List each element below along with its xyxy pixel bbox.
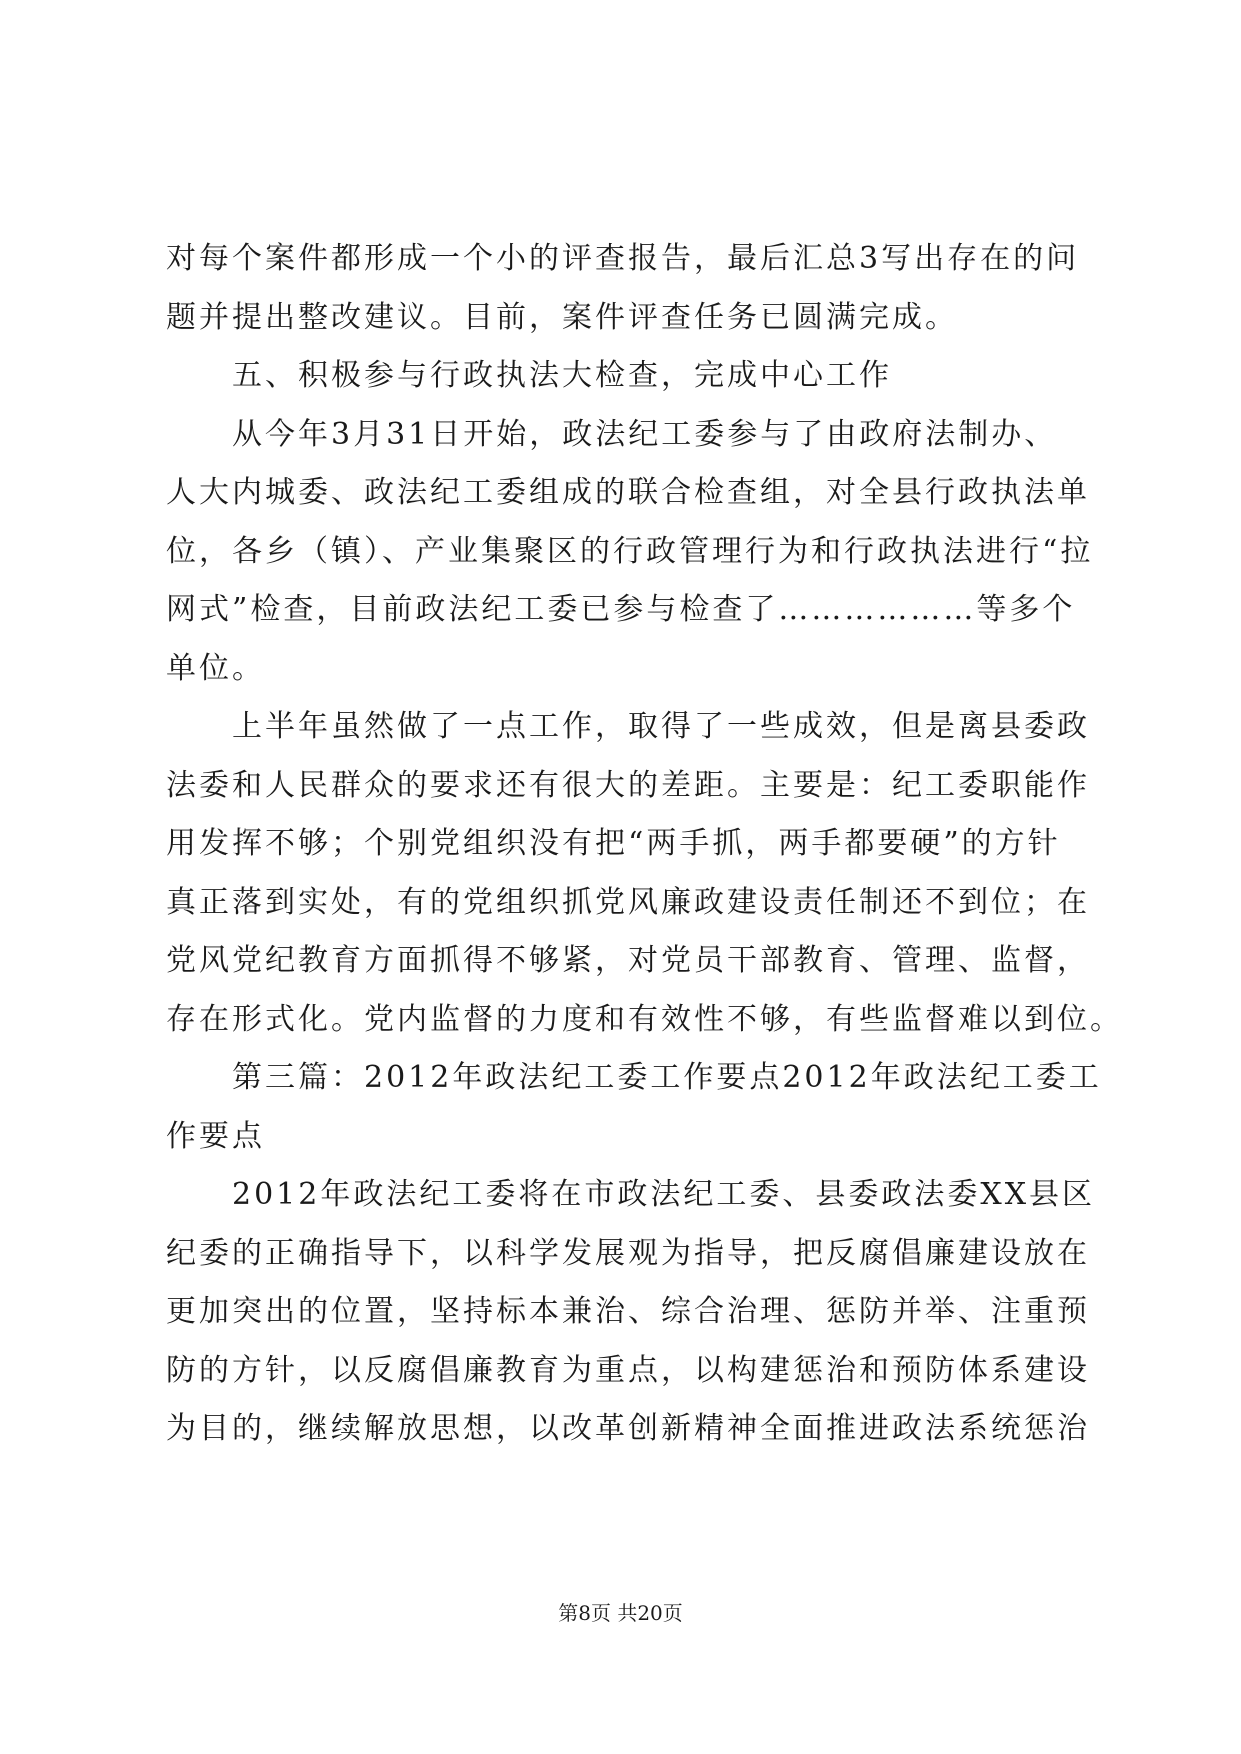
chapter-title-continued: 作要点 <box>166 1118 265 1154</box>
text-line: 题并提出整改建议。目前，案件评查任务已圆满完成。 <box>166 299 958 335</box>
text-line: 单位。 <box>166 650 265 686</box>
document-body <box>166 230 1123 1459</box>
text-line: 防的方针，以反腐倡廉教育为重点，以构建惩治和预防体系建设 <box>166 1352 1090 1388</box>
text-line: 从今年3月31日开始，政法纪工委参与了由政府法制办、 <box>232 416 1058 452</box>
text-line: 对每个案件都形成一个小的评查报告，最后汇总3写出存在的问 <box>166 241 1080 276</box>
text-line: 人大内城委、政法纪工委组成的联合检查组，对全县行政执法单 <box>166 475 1090 510</box>
text-line: 位，各乡（镇）、产业集聚区的行政管理行为和行政执法进行“拉 <box>166 533 1094 569</box>
text-line: 为目的，继续解放思想，以改革创新精神全面推进政法系统惩治 <box>166 1411 1090 1446</box>
text-line: 2012年政法纪工委将在市政法纪工委、县委政法委XX县区 <box>232 1177 1096 1212</box>
text-line: 党风党纪教育方面抓得不够紧，对党员干部教育、管理、监督， <box>166 943 1090 978</box>
text-line: 网式”检查，目前政法纪工委已参与检查了………………等多个 <box>166 592 1076 627</box>
text-line: 法委和人民群众的要求还有很大的差距。主要是：纪工委职能作 <box>166 767 1090 803</box>
text-line: 上半年虽然做了一点工作，取得了一些成效，但是离县委政 <box>232 709 1090 744</box>
chapter-title: 第三篇：2012年政法纪工委工作要点2012年政法纪工委工 <box>232 1060 1102 1095</box>
section-heading: 五、积极参与行政执法大检查，完成中心工作 <box>232 358 892 393</box>
text-line: 用发挥不够；个别党组织没有把“两手抓，两手都要硬”的方针 <box>166 826 1061 861</box>
text-line: 存在形式化。党内监督的力度和有效性不够，有些监督难以到位。 <box>166 1001 1123 1037</box>
text-line: 更加突出的位置，坚持标本兼治、综合治理、惩防并举、注重预 <box>166 1294 1090 1329</box>
text-line: 纪委的正确指导下，以科学发展观为指导，把反腐倡廉建设放在 <box>166 1235 1090 1271</box>
text-line: 真正落到实处，有的党组织抓党风廉政建设责任制还不到位；在 <box>166 884 1090 920</box>
page-number: 第8页 共20页 <box>558 1601 683 1625</box>
